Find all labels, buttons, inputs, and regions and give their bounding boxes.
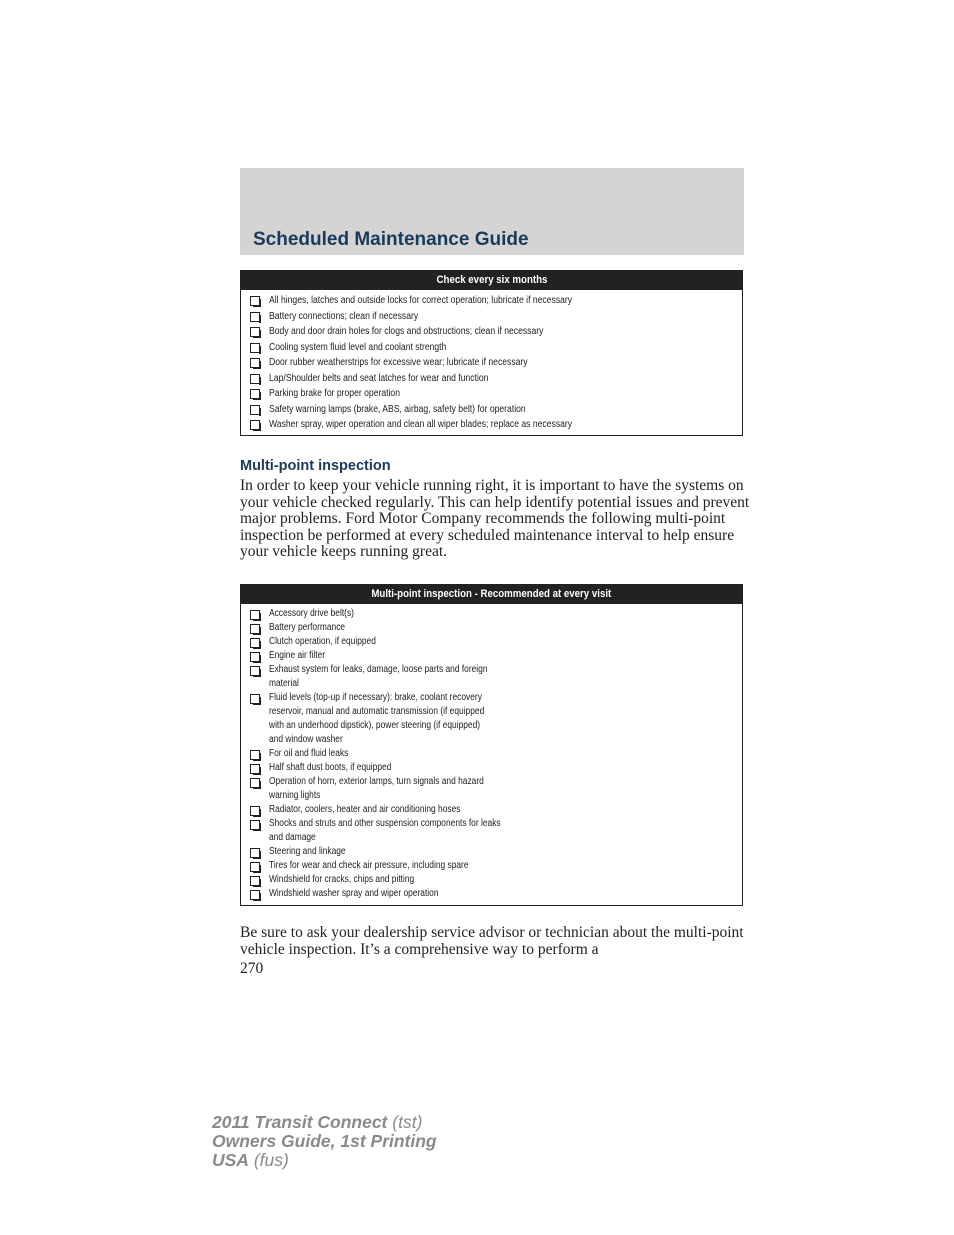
checkbox-icon xyxy=(250,848,260,858)
checklist-item-text: Body and door drain holes for clogs and obstructions; clean if necessary xyxy=(269,326,544,337)
checklist-item-text: Parking brake for proper operation xyxy=(269,388,400,399)
checklist-item-text: Tires for wear and check air pressure, including spare xyxy=(269,860,469,871)
checklist-item xyxy=(250,747,742,761)
checklist-item-text: Door rubber weatherstrips for excessive wear; lubricate if necessary xyxy=(269,357,528,368)
checklist-item-text: Windshield for cracks, chips and pitting xyxy=(269,874,415,885)
checklist-item-text: Clutch operation, if equipped xyxy=(269,636,376,647)
six-month-checklist-heading xyxy=(241,271,742,290)
checkbox-icon xyxy=(250,296,260,306)
checkbox-icon xyxy=(250,666,260,676)
checklist-item xyxy=(250,607,742,621)
checklist-item xyxy=(250,621,742,635)
checklist-item xyxy=(250,873,742,887)
checkbox-icon xyxy=(250,624,260,634)
checkbox-icon xyxy=(250,764,260,774)
footer-market: USA xyxy=(212,1150,249,1170)
checklist-item-text: All hinges, latches and outside locks for correct operation; lubricate if necessary xyxy=(269,295,573,306)
multipoint-checklist xyxy=(241,604,742,901)
checklist-item xyxy=(250,775,742,803)
checklist-item xyxy=(250,803,742,817)
checkbox-icon xyxy=(250,750,260,760)
checklist-item-text: Cooling system fluid level and coolant strength xyxy=(269,341,447,353)
checklist-item-text: Safety warning lamps (brake, ABS, airbag, safety belt) for operation xyxy=(269,403,526,415)
six-month-checklist-box xyxy=(240,270,743,436)
footer-line-3 xyxy=(212,1151,437,1170)
checklist-item xyxy=(250,635,742,649)
checklist-item xyxy=(250,817,742,845)
checkbox-icon xyxy=(250,890,260,900)
checklist-item xyxy=(250,402,742,418)
checkbox-icon xyxy=(250,312,260,322)
checklist-item-text: Exhaust system for leaks, damage, loose parts and foreign material xyxy=(269,664,488,689)
page-number: 270 xyxy=(240,960,264,977)
checkbox-icon xyxy=(250,806,260,816)
checklist-item-text: Engine air filter xyxy=(269,650,326,661)
checkbox-icon xyxy=(250,405,260,415)
multipoint-checklist-heading xyxy=(241,585,742,604)
checkbox-icon xyxy=(250,327,260,337)
checklist-item-text: Half shaft dust boots, if equipped xyxy=(269,762,392,773)
multipoint-box-heading-text: Multi-point inspection - Recommended at every visit xyxy=(371,588,612,600)
checklist-item-text: Shocks and struts and other suspension components for leaks and damage xyxy=(269,818,501,843)
footer-market-tag: (fus) xyxy=(253,1150,289,1170)
checklist-item-text: Battery performance xyxy=(269,622,346,633)
checkbox-icon xyxy=(250,778,260,788)
multipoint-checklist-box xyxy=(240,584,743,906)
checklist-item xyxy=(250,663,742,691)
checkbox-icon xyxy=(250,652,260,662)
checklist-item xyxy=(250,761,742,775)
checkbox-icon xyxy=(250,358,260,368)
checkbox-icon xyxy=(250,610,260,620)
checkbox-icon xyxy=(250,343,260,353)
document-footer xyxy=(212,1113,437,1170)
checklist-item xyxy=(250,371,742,387)
footer-edition: Owners Guide, 1st Printing xyxy=(212,1131,437,1151)
checklist-item-text: Radiator, coolers, heater and air conditioning hoses xyxy=(269,804,461,815)
checklist-item-text: For oil and fluid leaks xyxy=(269,748,349,759)
checklist-item-text: Lap/Shoulder belts and seat latches for wear and function xyxy=(269,372,489,384)
checklist-item-text: Battery connections; clean if necessary xyxy=(269,310,419,322)
checkbox-icon xyxy=(250,420,260,430)
checkbox-icon xyxy=(250,638,260,648)
checkbox-icon xyxy=(250,862,260,872)
closing-paragraph: Be sure to ask your dealership service advisor or technician about the multi-point vehicle inspection. It’s a comprehensive way to perform a xyxy=(240,924,744,958)
section-header-band xyxy=(240,168,744,255)
checklist-item-text: Fluid levels (top-up if necessary): brake, coolant recovery reservoir, manual and automatic transmission (if equipped with an underhood dipstick), power steering (if equipped) and window washer xyxy=(269,692,485,745)
checklist-item xyxy=(250,293,742,309)
checklist-item xyxy=(250,859,742,873)
six-month-heading-text: Check every six months xyxy=(436,274,547,286)
checklist-item xyxy=(250,355,742,371)
checklist-item xyxy=(250,691,742,747)
checklist-item-text: Operation of horn, exterior lamps, turn signals and hazard warning lights xyxy=(269,776,484,801)
checklist-item-text: Steering and linkage xyxy=(269,846,346,857)
checklist-item-text: Accessory drive belt(s) xyxy=(269,608,354,619)
checklist-item xyxy=(250,386,742,402)
checklist-item xyxy=(250,417,742,433)
checklist-item-text: Washer spray, wiper operation and clean all wiper blades; replace as necessary xyxy=(269,419,573,430)
checklist-item xyxy=(250,649,742,663)
checkbox-icon xyxy=(250,876,260,886)
checkbox-icon xyxy=(250,694,260,704)
footer-line-2 xyxy=(212,1132,437,1151)
multipoint-intro-paragraph: In order to keep your vehicle running right, it is important to have the systems on your vehicle checked regularly. This can help identify potential issues and prevent major problems. Ford Motor Company recommends the following multi-point inspection be performed at every scheduled maintenance interval to help ensure your vehicle keeps running great. xyxy=(240,477,750,560)
multipoint-heading: Multi-point inspection xyxy=(240,458,391,474)
checklist-item xyxy=(250,845,742,859)
footer-model-tag: (tst) xyxy=(392,1112,423,1132)
six-month-checklist xyxy=(241,290,742,433)
checklist-item-text: Windshield washer spray and wiper operation xyxy=(269,888,439,899)
footer-model: 2011 Transit Connect xyxy=(212,1112,388,1132)
page-title: Scheduled Maintenance Guide xyxy=(253,229,529,250)
footer-line-1 xyxy=(212,1113,437,1132)
checkbox-icon xyxy=(250,820,260,830)
checklist-item xyxy=(250,309,742,325)
checkbox-icon xyxy=(250,389,260,399)
checkbox-icon xyxy=(250,374,260,384)
checklist-item xyxy=(250,340,742,356)
checklist-item xyxy=(250,324,742,340)
checklist-item xyxy=(250,887,742,901)
